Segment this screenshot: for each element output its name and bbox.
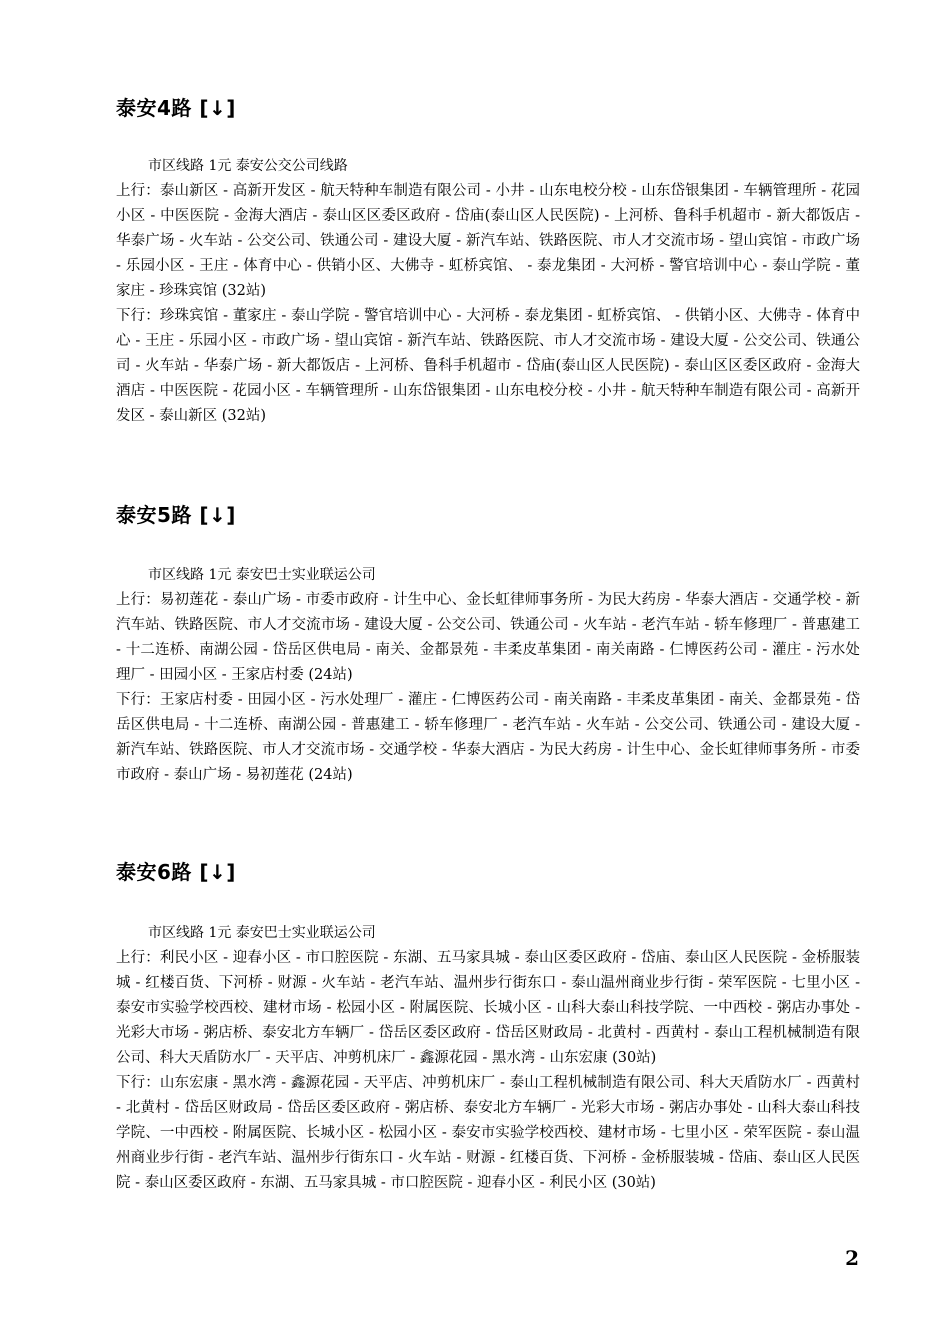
route-title: 泰安5路 [↓] xyxy=(116,503,236,527)
route-down-stops: 下行：山东宏康 - 黑水湾 - 鑫源花园 - 天平店、冲剪机床厂 - 泰山工程机械制造有限公司、科大天盾防水厂 - 西黄村 - 北黄村 - 岱岳区财政局 - 岱岳区委区政府 - 粥店桥、泰安北方车辆厂 - 光彩大市场 - 粥店办事处 - 山科大泰山科技学院、一中西校 - 附属医院、长城小区 - 松园小区 - 泰安市实验学校西校、建材市场 - 七里小区 - 荣军医院 - 泰山温州商业步行街 - 老汽车站、温州步行街东口 - 火车站 - 财源 - 红楼百货、下河桥 - 金桥服装城 - 岱庙、泰山区人民医院 - 泰山区委区政府 - 东湖、五马家具城 - 市口腔医院 - 迎春小区 - 利民小区 (30站) xyxy=(116,1075,860,1191)
route-title: 泰安4路 [↓] xyxy=(116,96,236,120)
route-title: 泰安6路 [↓] xyxy=(116,860,236,884)
route-section-5 xyxy=(116,502,860,788)
route-up-stops: 上行：易初莲花 - 泰山广场 - 市委市政府 - 计生中心、金长虹律师事务所 - 为民大药房 - 华泰大酒店 - 交通学校 - 新汽车站、铁路医院、市人才交流市场 - 建设大厦 - 公交公司、铁通公司 - 火车站 - 老汽车站 - 轿车修理厂 - 普惠建工 - 十二连桥、南湖公园 - 岱岳区供电局 - 南关、金都景苑 - 丰柔皮革集团 - 南关南路 - 仁博医药公司 - 灌庄 - 污水处理厂 - 田园小区 - 王家店村委 (24站) xyxy=(116,592,860,683)
route-info: 市区线路 1元 泰安巴士实业联运公司 xyxy=(148,925,376,941)
route-up-stops: 上行：泰山新区 - 高新开发区 - 航天特种车制造有限公司 - 小井 - 山东电校分校 - 山东岱银集团 - 车辆管理所 - 花园小区 - 中医医院 - 金海大酒店 - 泰山区区委区政府 - 岱庙(泰山区人民医院) - 上河桥、鲁科手机超市 - 新大都饭店 - 华泰广场 - 火车站 - 公交公司、铁通公司 - 建设大厦 - 新汽车站、铁路医院、市人才交流市场 - 望山宾馆 - 市政广场 - 乐园小区 - 王庄 - 体育中心 - 供销小区、大佛寺 - 虹桥宾馆、 - 泰龙集团 - 大河桥 - 警官培训中心 - 泰山学院 - 董家庄 - 珍珠宾馆 (32站) xyxy=(116,183,860,299)
route-info: 市区线路 1元 泰安巴士实业联运公司 xyxy=(148,567,376,583)
route-up-stops: 上行：利民小区 - 迎春小区 - 市口腔医院 - 东湖、五马家具城 - 泰山区委区政府 - 岱庙、泰山区人民医院 - 金桥服装城 - 红楼百货、下河桥 - 财源 - 火车站 - 老汽车站、温州步行街东口 - 泰山温州商业步行街 - 荣军医院 - 七里小区 - 泰安市实验学校西校、建材市场 - 松园小区 - 附属医院、长城小区 - 山科大泰山科技学院、一中西校 - 粥店办事处 - 光彩大市场 - 粥店桥、泰安北方车辆厂 - 岱岳区委区政府 - 岱岳区财政局 - 北黄村 - 西黄村 - 泰山工程机械制造有限公司、科大天盾防水厂 - 天平店、冲剪机床厂 - 鑫源花园 - 黑水湾 - 山东宏康 (30站) xyxy=(116,950,860,1066)
route-down-stops: 下行：珍珠宾馆 - 董家庄 - 泰山学院 - 警官培训中心 - 大河桥 - 泰龙集团 - 虹桥宾馆、 - 供销小区、大佛寺 - 体育中心 - 王庄 - 乐园小区 - 市政广场 - 望山宾馆 - 新汽车站、铁路医院、市人才交流市场 - 建设大厦 - 公交公司、铁通公司 - 火车站 - 华泰广场 - 新大都饭店 - 上河桥、鲁科手机超市 - 岱庙(泰山区人民医院) - 泰山区区委区政府 - 金海大酒店 - 中医医院 - 花园小区 - 车辆管理所 - 山东岱银集团 - 山东电校分校 - 小井 - 航天特种车制造有限公司 - 高新开发区 - 泰山新区 (32站) xyxy=(116,308,860,424)
route-section-4 xyxy=(116,95,860,429)
route-info: 市区线路 1元 泰安公交公司线路 xyxy=(148,158,348,174)
page-number: 2 xyxy=(845,1246,859,1270)
route-section-6 xyxy=(116,859,860,1196)
route-down-stops: 下行：王家店村委 - 田园小区 - 污水处理厂 - 灌庄 - 仁博医药公司 - 南关南路 - 丰柔皮革集团 - 南关、金都景苑 - 岱岳区供电局 - 十二连桥、南湖公园 - 普惠建工 - 轿车修理厂 - 老汽车站 - 火车站 - 公交公司、铁通公司 - 建设大厦 - 新汽车站、铁路医院、市人才交流市场 - 交通学校 - 华泰大酒店 - 为民大药房 - 计生中心、金长虹律师事务所 - 市委市政府 - 泰山广场 - 易初莲花 (24站) xyxy=(116,692,860,783)
